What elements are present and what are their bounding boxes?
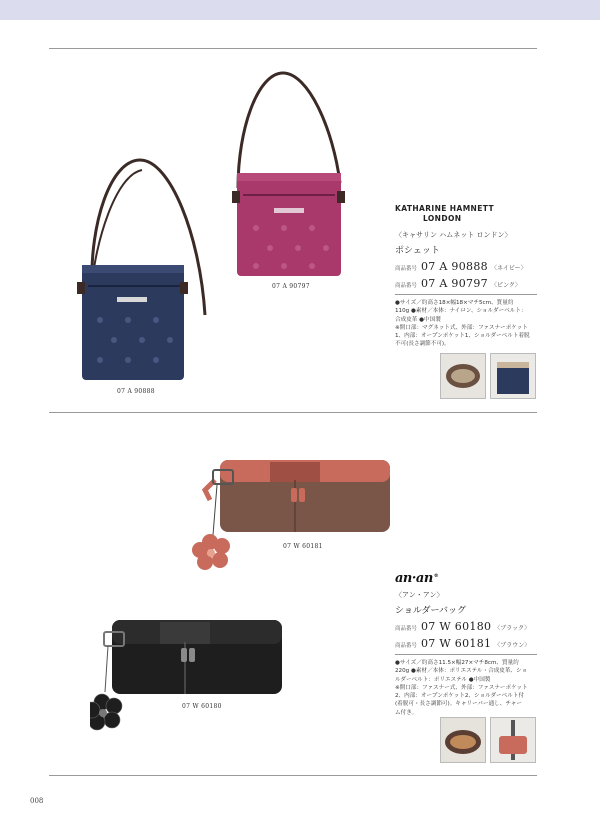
header-band <box>0 0 600 20</box>
brown-caption: 07 W 60181 <box>283 543 323 550</box>
brand-jp: 〈アン・アン〉 <box>395 591 444 599</box>
page-number: 008 <box>30 797 44 805</box>
brand-name <box>395 204 540 224</box>
brown-shoulder-bag-photo <box>185 450 400 585</box>
spec-text: ●サイズ／約高さ18×幅18×マチ5cm、質量約 110g ●素材／本体：ナイロン、ショルダーベルト： 合成皮革 ●中国製 ※開口部：マグネット式、外部：ファスナーポケット 1、内部：オープンポケット1、ショルダーベルト着脱 不可(長さ調節不可)。 <box>395 300 530 348</box>
pochette-info <box>395 204 540 349</box>
shoulder-bag-info <box>395 590 540 717</box>
color-name: 〈ピンク〉 <box>490 282 521 289</box>
divider-top <box>49 48 537 49</box>
product-code: 07 A 90797 <box>421 277 488 290</box>
black-shoulder-bag-photo <box>90 612 290 762</box>
product-code-row: 商品番号 07 A 90888 〈ネイビー〉 <box>395 260 527 273</box>
product-code-row: 商品番号 07 A 90797 〈ピンク〉 <box>395 277 521 290</box>
spec-divider <box>395 294 537 295</box>
product-code: 07 W 60181 <box>421 637 492 650</box>
color-name: 〈ブラウン〉 <box>494 642 531 649</box>
spec-divider <box>395 654 537 655</box>
product-code-row: 商品番号 07 W 60180 〈ブラック〉 <box>395 620 531 633</box>
pink-caption: 07 A 90797 <box>272 283 310 290</box>
item-name: ポシェット <box>395 246 440 256</box>
black-caption: 07 W 60180 <box>182 703 222 710</box>
product-code: 07 W 60180 <box>421 620 492 633</box>
brand-jp: 〈キャサリン ハムネット ロンドン〉 <box>395 231 512 239</box>
navy-caption: 07 A 90888 <box>117 388 155 395</box>
product-code: 07 A 90888 <box>421 260 488 273</box>
divider-bottom <box>49 775 537 776</box>
navy-pochette-photo <box>70 155 210 385</box>
interior-detail-thumb <box>440 353 486 399</box>
color-name: 〈ブラック〉 <box>494 625 531 632</box>
pink-pochette-photo <box>228 68 363 278</box>
interior-detail-thumb <box>440 717 486 763</box>
back-pocket-thumb <box>490 353 536 399</box>
brand-line1: KATHARINE HAMNETT <box>395 204 494 213</box>
color-name: 〈ネイビー〉 <box>490 265 527 272</box>
anan-logo: an·an® <box>395 571 439 586</box>
spec-text: ●サイズ／約高さ11.5×幅27×マチ8cm、質量約 220g ●素材／本体：ポリエステル・合成皮革、ショ ルダーベルト：ポリエステル ●中国製 ※開口部：ファスナー式、外部：ファスナーポケット 2、内部：オープンポケット2、ショルダーベルト付 (着脱可・長さ調節可)。キャリーバー通し、チャー ム付き。 <box>395 660 528 716</box>
brand-line2: LONDON <box>423 214 462 223</box>
carry-bar-thumb <box>490 717 536 763</box>
divider-middle <box>49 412 537 413</box>
item-name: ショルダーバッグ <box>395 606 467 616</box>
product-code-row: 商品番号 07 W 60181 〈ブラウン〉 <box>395 637 531 650</box>
